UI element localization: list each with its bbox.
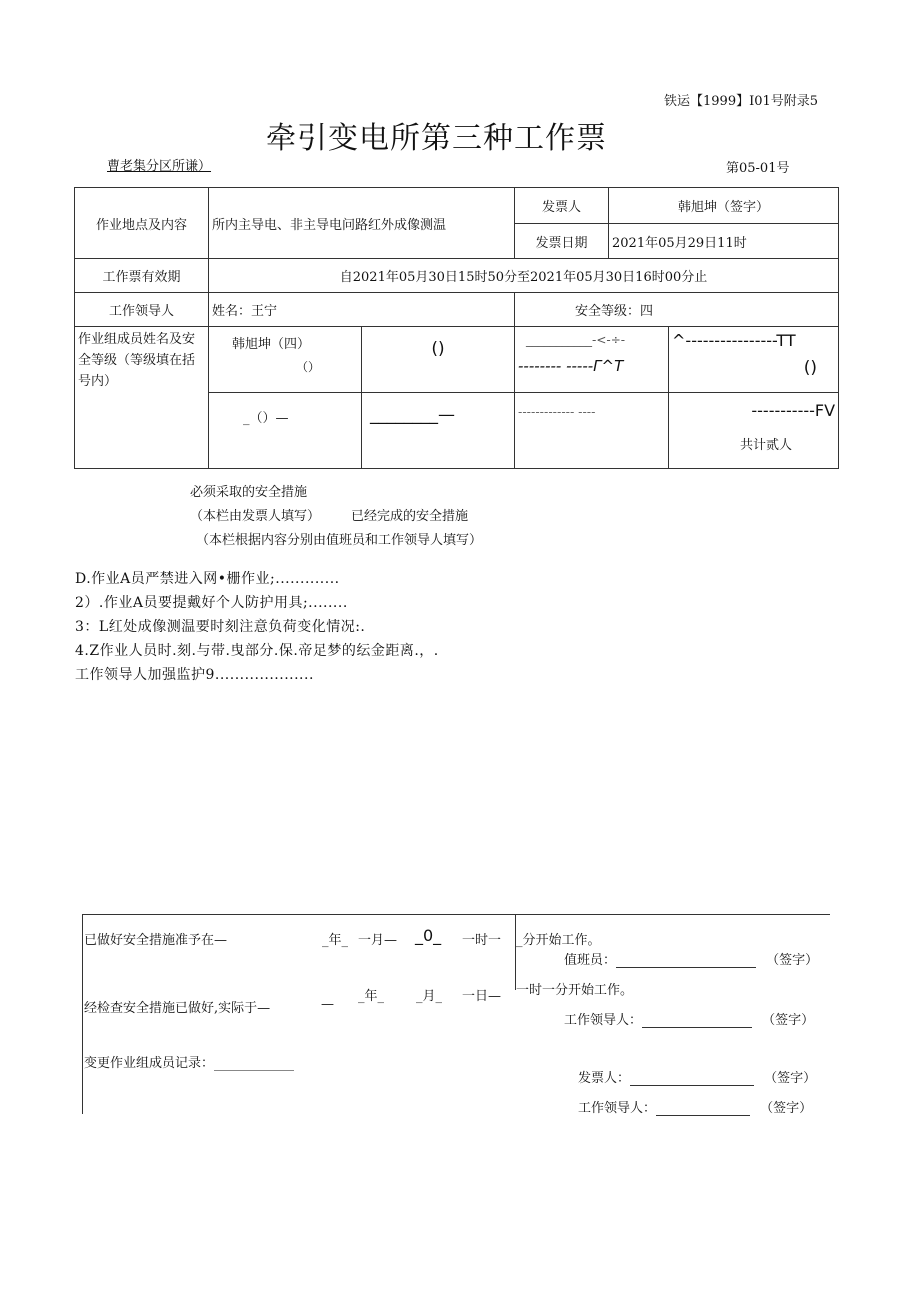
leader-sign-note: （签字）	[762, 1013, 815, 1028]
member-1-level: （）	[296, 360, 321, 374]
validity-value: 自2021年05月30日15时50分至2021年05月30日16时00分止	[209, 259, 839, 293]
member-7: ------------- ----	[515, 393, 669, 469]
issuer-value: 韩旭坤（签字）	[609, 188, 839, 224]
leader-level: 安全等级：四	[515, 293, 839, 327]
leader-label: 工作领导人	[75, 293, 209, 327]
member-4-bottom: ()	[803, 358, 818, 378]
change-record-line[interactable]	[214, 1058, 294, 1071]
check-text: 经检查安全措施已做好,实际于—	[84, 1001, 271, 1016]
location-value: 所内主导电、非主导电问路红外成像测温	[209, 188, 515, 259]
issuer-sign-label: 发票人：	[578, 1071, 631, 1086]
check-end: 一时一分开始工作。	[516, 983, 634, 998]
safety-item-1: D.作业A员严禁进入网•栅作业;.............	[75, 571, 340, 587]
bottom-top-rule	[82, 914, 830, 915]
leader2-signature-row	[578, 1097, 812, 1116]
check-month: _月_	[416, 989, 443, 1004]
member-4-top: ^----------------TT	[672, 331, 796, 350]
issuer-sign-note: （签字）	[764, 1071, 817, 1086]
leader2-sign-note: （签字）	[760, 1101, 813, 1116]
permit-month: 一月—	[358, 933, 398, 948]
member-5: _（）—	[209, 393, 362, 469]
check-day: 一日—	[462, 989, 502, 1004]
member-cell-1	[209, 327, 362, 393]
issue-date-label: 发票日期	[515, 224, 609, 259]
member-1-name: 韩旭坤（四）	[232, 337, 311, 352]
member-cell-8	[669, 393, 839, 469]
member-cell-3	[515, 327, 669, 393]
permit-end: _分开始工作。	[516, 933, 601, 948]
bottom-left-rule	[82, 914, 83, 1114]
page-title: 牵引变电所第三种工作票	[266, 121, 607, 156]
leader-name: 姓名：王宁	[209, 293, 515, 327]
members-label: 作业组成员姓名及安全等级（等级填在括号内）	[75, 327, 209, 469]
safety-item-2: 2）.作业A员要提戴好个人防护用具;........	[75, 595, 348, 611]
permit-day: _0_	[415, 926, 442, 945]
ticket-number: 第05-01号	[726, 161, 790, 176]
validity-label: 工作票有效期	[75, 259, 209, 293]
safety-item-5: 工作领导人加强监护9....................	[75, 667, 314, 683]
unit-name: 曹老集分区所谦）	[107, 159, 212, 174]
safety-col2-header: 已经完成的安全措施	[351, 509, 469, 524]
member-3-bottom: -------- -----Γ^T	[518, 357, 624, 375]
change-record-label: 变更作业组成员记录：	[84, 1056, 215, 1071]
issuer-label: 发票人	[515, 188, 609, 224]
leader-sign-line[interactable]	[642, 1013, 752, 1028]
leader2-sign-label: 工作领导人：	[578, 1101, 657, 1116]
member-cell-4	[669, 327, 839, 393]
duty-sign-note: （签字）	[766, 953, 819, 968]
leader-sign-label: 工作领导人：	[564, 1013, 643, 1028]
issuer-signature-row	[578, 1067, 816, 1086]
leader-signature-row	[564, 1009, 814, 1028]
duty-signature-row	[564, 949, 818, 968]
location-label: 作业地点及内容	[75, 188, 209, 259]
leader2-sign-line[interactable]	[656, 1101, 750, 1116]
duty-label: 值班员：	[564, 953, 617, 968]
permit-year: _年_	[322, 933, 349, 948]
safety-col2-note: （本栏根据内容分别由值班员和工作领导人填写）	[196, 533, 483, 548]
safety-col1-header: 必须采取的安全措施	[190, 485, 308, 500]
permit-text: 已做好安全措施准予在—	[84, 933, 228, 948]
issuer-sign-line[interactable]	[630, 1071, 754, 1086]
safety-item-4: 4.Z作业人员时.刻.与带.曳部分.保.帝足梦的纭金距离.，.	[75, 643, 439, 659]
check-year: _年_	[358, 989, 385, 1004]
safety-item-3: 3：L红处成像测温要时刻注意负荷变化情况:.	[75, 619, 366, 635]
member-8: -----------FV	[751, 401, 836, 420]
member-3-top: ___________-<-÷-	[526, 333, 626, 347]
check-dash: —	[321, 997, 334, 1012]
duty-sign-line[interactable]	[616, 953, 756, 968]
permit-hour: 一时一	[462, 933, 502, 948]
member-6: ________—	[362, 393, 515, 469]
ticket-table	[74, 187, 839, 469]
doc-ref: 铁运【1999】I01号附录5	[664, 94, 819, 109]
issue-date-value: 2021年05月29日11时	[609, 224, 839, 259]
member-total: 共计贰人	[740, 438, 793, 453]
member-2: ()	[362, 327, 515, 393]
change-record-row	[84, 1052, 294, 1071]
safety-col1-note: （本栏由发票人填写）	[190, 509, 321, 524]
